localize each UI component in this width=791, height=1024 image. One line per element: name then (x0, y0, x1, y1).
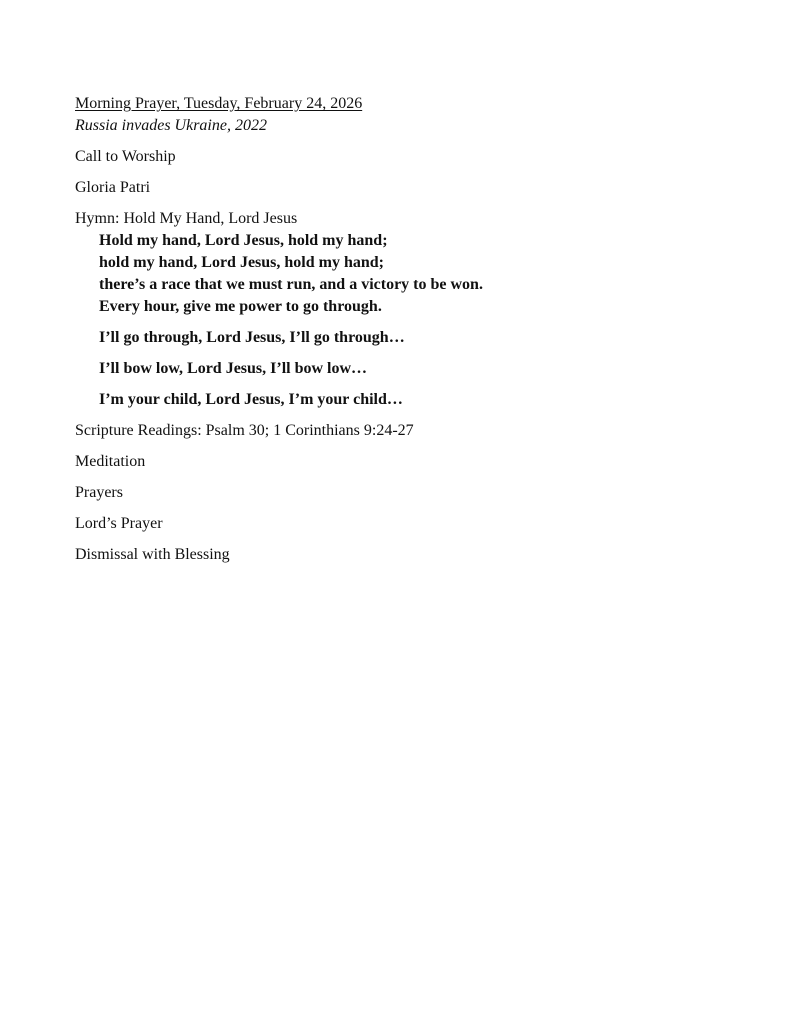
hymn-verse-line: hold my hand, Lord Jesus, hold my hand; (99, 254, 384, 271)
call-to-worship: Call to Worship (75, 148, 176, 165)
lords-prayer: Lord’s Prayer (75, 515, 163, 532)
hymn-refrain: I’m your child, Lord Jesus, I’m your child… (99, 391, 403, 408)
hymn-verse-line: Hold my hand, Lord Jesus, hold my hand; (99, 232, 388, 249)
dismissal-with-blessing: Dismissal with Blessing (75, 546, 230, 563)
hymn-verse (99, 230, 755, 318)
prayers: Prayers (75, 484, 123, 501)
hymn-verse-line: there’s a race that we must run, and a victory to be won. (99, 276, 483, 293)
hymn-verse-line: Every hour, give me power to go through. (99, 298, 382, 315)
scripture-readings: Scripture Readings: Psalm 30; 1 Corinthians 9:24-27 (75, 422, 414, 439)
bulletin-page (75, 93, 755, 566)
hymn-refrain: I’ll bow low, Lord Jesus, I’ll bow low… (99, 360, 368, 377)
meditation: Meditation (75, 453, 146, 470)
hymn-heading: Hymn: Hold My Hand, Lord Jesus (75, 210, 298, 227)
page-title: Morning Prayer, Tuesday, February 24, 2026 (75, 95, 363, 112)
page-subtitle: Russia invades Ukraine, 2022 (75, 117, 267, 134)
gloria-patri: Gloria Patri (75, 179, 151, 196)
hymn-refrain: I’ll go through, Lord Jesus, I’ll go through… (99, 329, 405, 346)
